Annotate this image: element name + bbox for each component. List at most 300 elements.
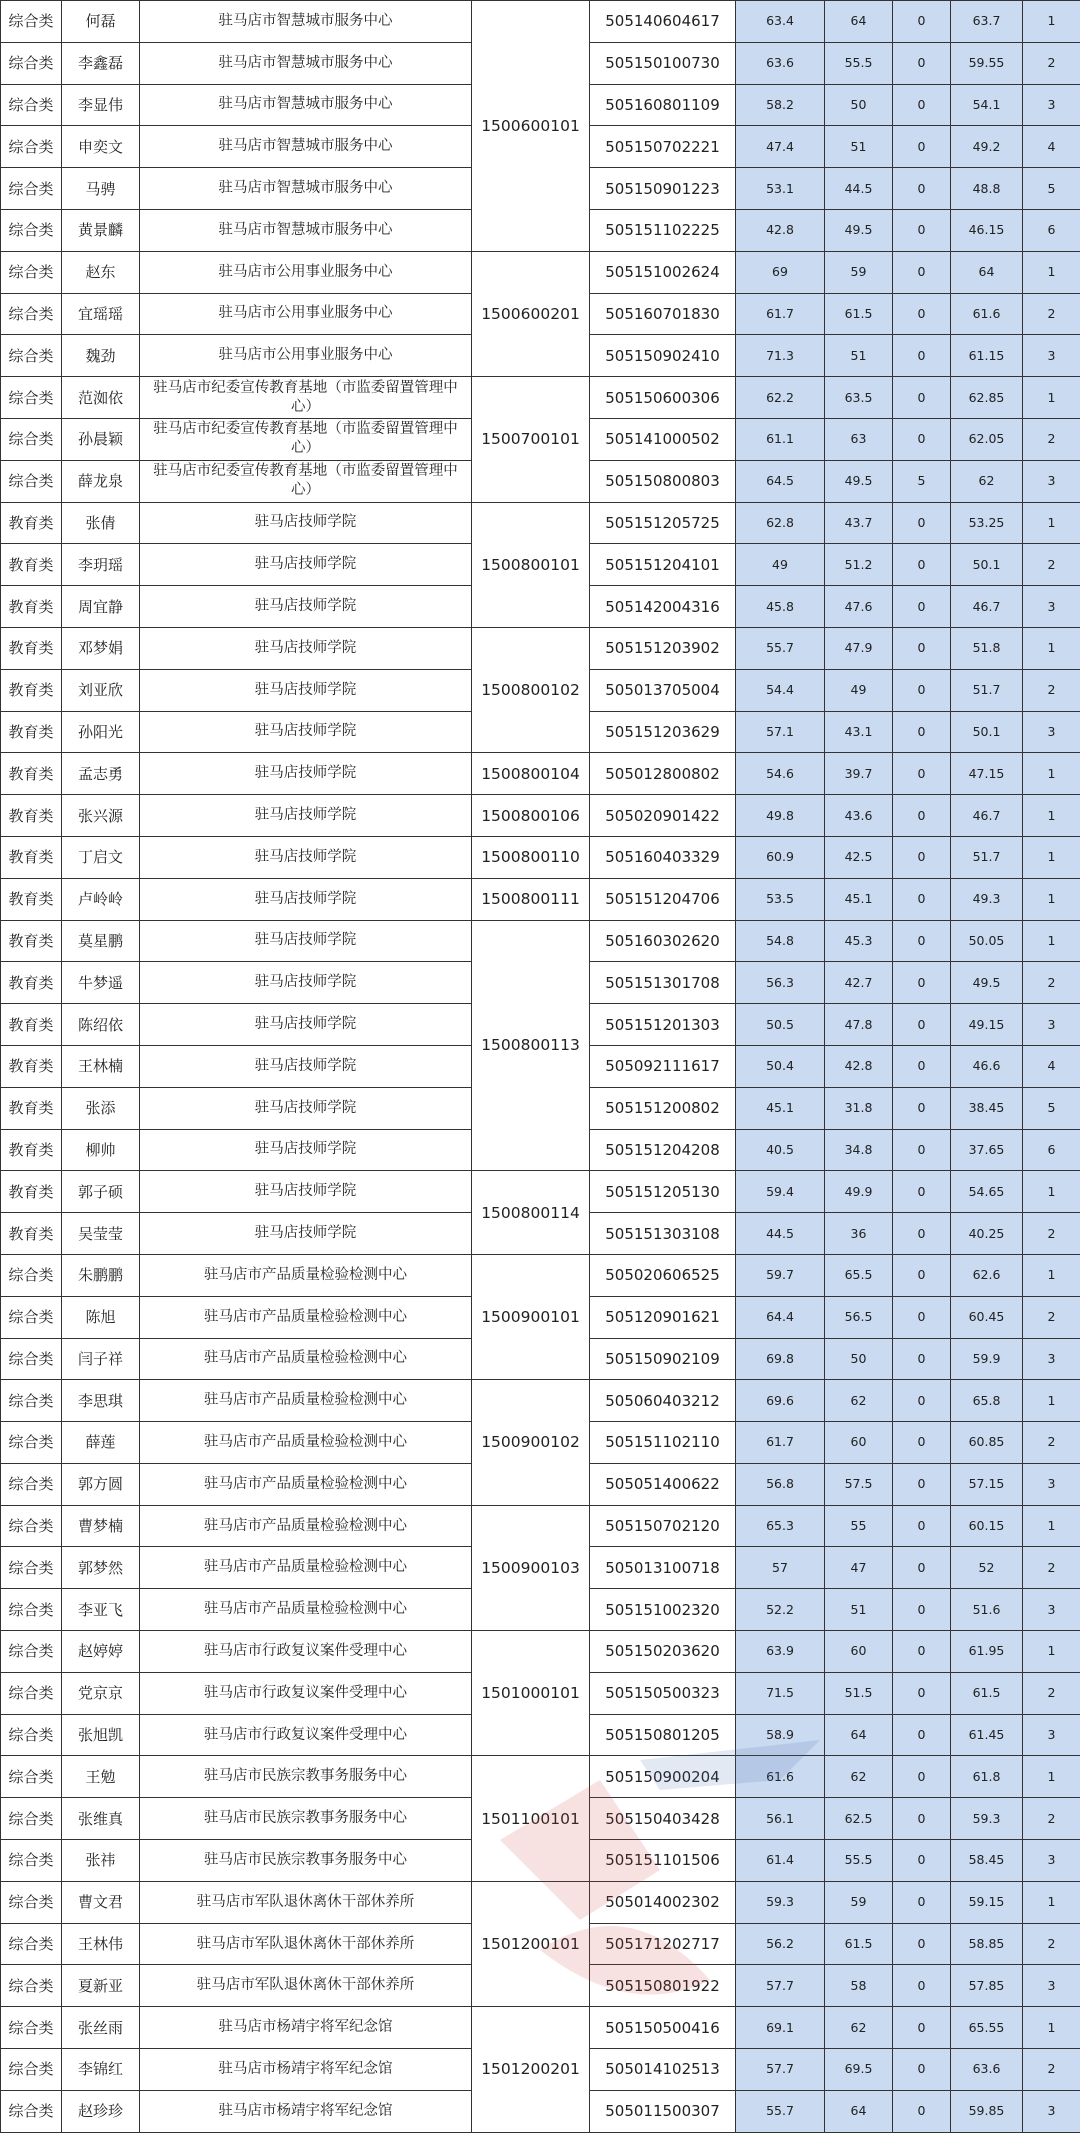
exam-number-cell: 505151102110 bbox=[590, 1422, 736, 1464]
exam-number-cell: 505020606525 bbox=[590, 1254, 736, 1296]
employer-cell: 驻马店市智慧城市服务中心 bbox=[140, 84, 472, 126]
category-cell: 综合类 bbox=[1, 418, 62, 460]
candidate-name-cell: 曹文君 bbox=[62, 1881, 140, 1923]
bonus-score-cell: 0 bbox=[893, 627, 951, 669]
rank-cell: 1 bbox=[1023, 1254, 1080, 1296]
written-score-1-cell: 61.4 bbox=[736, 1840, 825, 1882]
total-score-cell: 40.25 bbox=[951, 1213, 1023, 1255]
rank-cell: 1 bbox=[1023, 753, 1080, 795]
written-score-1-cell: 53.5 bbox=[736, 878, 825, 920]
exam-number-cell: 505012800802 bbox=[590, 753, 736, 795]
written-score-1-cell: 47.4 bbox=[736, 126, 825, 168]
candidate-name-cell: 曹梦楠 bbox=[62, 1505, 140, 1547]
category-cell: 综合类 bbox=[1, 126, 62, 168]
category-cell: 综合类 bbox=[1, 460, 62, 502]
category-cell: 综合类 bbox=[1, 168, 62, 210]
employer-cell: 驻马店市纪委宣传教育基地（市监委留置管理中心） bbox=[140, 377, 472, 419]
written-score-2-cell: 58 bbox=[825, 1965, 893, 2007]
written-score-1-cell: 56.1 bbox=[736, 1798, 825, 1840]
total-score-cell: 58.85 bbox=[951, 1923, 1023, 1965]
exam-number-cell: 505013100718 bbox=[590, 1547, 736, 1589]
written-score-2-cell: 43.6 bbox=[825, 795, 893, 837]
bonus-score-cell: 0 bbox=[893, 42, 951, 84]
candidate-name-cell: 柳帅 bbox=[62, 1129, 140, 1171]
exam-number-cell: 505140604617 bbox=[590, 1, 736, 43]
exam-number-cell: 505014002302 bbox=[590, 1881, 736, 1923]
employer-cell: 驻马店市杨靖宇将军纪念馆 bbox=[140, 2007, 472, 2049]
bonus-score-cell: 0 bbox=[893, 1631, 951, 1673]
bonus-score-cell: 0 bbox=[893, 84, 951, 126]
bonus-score-cell: 0 bbox=[893, 795, 951, 837]
total-score-cell: 62.05 bbox=[951, 418, 1023, 460]
total-score-cell: 59.3 bbox=[951, 1798, 1023, 1840]
written-score-2-cell: 55 bbox=[825, 1505, 893, 1547]
written-score-1-cell: 50.5 bbox=[736, 1004, 825, 1046]
written-score-1-cell: 57 bbox=[736, 1547, 825, 1589]
rank-cell: 2 bbox=[1023, 669, 1080, 711]
exam-number-cell: 505141000502 bbox=[590, 418, 736, 460]
rank-cell: 2 bbox=[1023, 1923, 1080, 1965]
candidate-name-cell: 张维真 bbox=[62, 1798, 140, 1840]
category-cell: 教育类 bbox=[1, 878, 62, 920]
total-score-cell: 37.65 bbox=[951, 1129, 1023, 1171]
total-score-cell: 48.8 bbox=[951, 168, 1023, 210]
total-score-cell: 58.45 bbox=[951, 1840, 1023, 1882]
employer-cell: 驻马店市智慧城市服务中心 bbox=[140, 42, 472, 84]
written-score-1-cell: 55.7 bbox=[736, 627, 825, 669]
written-score-2-cell: 64 bbox=[825, 1, 893, 43]
employer-cell: 驻马店技师学院 bbox=[140, 669, 472, 711]
written-score-2-cell: 61.5 bbox=[825, 1923, 893, 1965]
employer-cell: 驻马店技师学院 bbox=[140, 1171, 472, 1213]
written-score-2-cell: 51 bbox=[825, 126, 893, 168]
employer-cell: 驻马店市公用事业服务中心 bbox=[140, 293, 472, 335]
table-row bbox=[1, 1171, 1080, 1213]
rank-cell: 2 bbox=[1023, 2049, 1080, 2091]
category-cell: 综合类 bbox=[1, 1881, 62, 1923]
written-score-1-cell: 57.1 bbox=[736, 711, 825, 753]
candidate-name-cell: 何磊 bbox=[62, 1, 140, 43]
rank-cell: 2 bbox=[1023, 293, 1080, 335]
bonus-score-cell: 0 bbox=[893, 1338, 951, 1380]
written-score-2-cell: 64 bbox=[825, 2090, 893, 2132]
candidate-name-cell: 张旭凯 bbox=[62, 1714, 140, 1756]
written-score-2-cell: 51 bbox=[825, 335, 893, 377]
candidate-name-cell: 赵珍珍 bbox=[62, 2090, 140, 2132]
written-score-2-cell: 39.7 bbox=[825, 753, 893, 795]
candidate-name-cell: 周宜静 bbox=[62, 586, 140, 628]
candidate-name-cell: 李锦红 bbox=[62, 2049, 140, 2091]
candidate-name-cell: 申奕文 bbox=[62, 126, 140, 168]
written-score-1-cell: 60.9 bbox=[736, 836, 825, 878]
employer-cell: 驻马店市产品质量检验检测中心 bbox=[140, 1463, 472, 1505]
category-cell: 教育类 bbox=[1, 1213, 62, 1255]
exam-number-cell: 505150600306 bbox=[590, 377, 736, 419]
exam-number-cell: 505120901621 bbox=[590, 1296, 736, 1338]
total-score-cell: 46.7 bbox=[951, 795, 1023, 837]
rank-cell: 2 bbox=[1023, 418, 1080, 460]
employer-cell: 驻马店技师学院 bbox=[140, 711, 472, 753]
written-score-2-cell: 47.8 bbox=[825, 1004, 893, 1046]
exam-number-cell: 505151002320 bbox=[590, 1589, 736, 1631]
candidate-name-cell: 张倩 bbox=[62, 502, 140, 544]
category-cell: 综合类 bbox=[1, 1463, 62, 1505]
exam-number-cell: 505151102225 bbox=[590, 209, 736, 251]
employer-cell: 驻马店市产品质量检验检测中心 bbox=[140, 1380, 472, 1422]
position-code-cell: 1501100101 bbox=[472, 1756, 590, 1881]
candidate-name-cell: 宜瑶瑶 bbox=[62, 293, 140, 335]
candidate-name-cell: 张添 bbox=[62, 1087, 140, 1129]
table-row bbox=[1, 836, 1080, 878]
written-score-2-cell: 43.1 bbox=[825, 711, 893, 753]
total-score-cell: 46.15 bbox=[951, 209, 1023, 251]
category-cell: 教育类 bbox=[1, 962, 62, 1004]
bonus-score-cell: 0 bbox=[893, 753, 951, 795]
written-score-1-cell: 63.6 bbox=[736, 42, 825, 84]
total-score-cell: 46.6 bbox=[951, 1045, 1023, 1087]
exam-number-cell: 505014102513 bbox=[590, 2049, 736, 2091]
candidate-name-cell: 陈旭 bbox=[62, 1296, 140, 1338]
written-score-2-cell: 56.5 bbox=[825, 1296, 893, 1338]
category-cell: 综合类 bbox=[1, 42, 62, 84]
total-score-cell: 46.7 bbox=[951, 586, 1023, 628]
rank-cell: 1 bbox=[1023, 627, 1080, 669]
category-cell: 综合类 bbox=[1, 1380, 62, 1422]
written-score-1-cell: 55.7 bbox=[736, 2090, 825, 2132]
candidate-name-cell: 张丝雨 bbox=[62, 2007, 140, 2049]
exam-number-cell: 505150500323 bbox=[590, 1672, 736, 1714]
exam-number-cell: 505150900204 bbox=[590, 1756, 736, 1798]
position-code-cell: 1501200101 bbox=[472, 1881, 590, 2006]
category-cell: 教育类 bbox=[1, 586, 62, 628]
employer-cell: 驻马店市产品质量检验检测中心 bbox=[140, 1547, 472, 1589]
written-score-2-cell: 47 bbox=[825, 1547, 893, 1589]
written-score-2-cell: 43.7 bbox=[825, 502, 893, 544]
written-score-1-cell: 45.8 bbox=[736, 586, 825, 628]
candidate-name-cell: 卢岭岭 bbox=[62, 878, 140, 920]
rank-cell: 6 bbox=[1023, 1129, 1080, 1171]
written-score-2-cell: 62.5 bbox=[825, 1798, 893, 1840]
category-cell: 综合类 bbox=[1, 1296, 62, 1338]
rank-cell: 3 bbox=[1023, 586, 1080, 628]
employer-cell: 驻马店市军队退休离休干部休养所 bbox=[140, 1923, 472, 1965]
total-score-cell: 47.15 bbox=[951, 753, 1023, 795]
bonus-score-cell: 0 bbox=[893, 1087, 951, 1129]
rank-cell: 3 bbox=[1023, 1714, 1080, 1756]
written-score-1-cell: 58.2 bbox=[736, 84, 825, 126]
candidate-name-cell: 李显伟 bbox=[62, 84, 140, 126]
rank-cell: 3 bbox=[1023, 711, 1080, 753]
bonus-score-cell: 0 bbox=[893, 1129, 951, 1171]
category-cell: 综合类 bbox=[1, 2007, 62, 2049]
written-score-1-cell: 69.1 bbox=[736, 2007, 825, 2049]
written-score-2-cell: 42.7 bbox=[825, 962, 893, 1004]
written-score-1-cell: 71.3 bbox=[736, 335, 825, 377]
written-score-1-cell: 57.7 bbox=[736, 1965, 825, 2007]
total-score-cell: 57.15 bbox=[951, 1463, 1023, 1505]
rank-cell: 2 bbox=[1023, 962, 1080, 1004]
rank-cell: 1 bbox=[1023, 795, 1080, 837]
total-score-cell: 59.9 bbox=[951, 1338, 1023, 1380]
written-score-2-cell: 34.8 bbox=[825, 1129, 893, 1171]
bonus-score-cell: 0 bbox=[893, 1798, 951, 1840]
employer-cell: 驻马店市产品质量检验检测中心 bbox=[140, 1589, 472, 1631]
category-cell: 综合类 bbox=[1, 1, 62, 43]
total-score-cell: 65.8 bbox=[951, 1380, 1023, 1422]
total-score-cell: 60.15 bbox=[951, 1505, 1023, 1547]
employer-cell: 驻马店市产品质量检验检测中心 bbox=[140, 1338, 472, 1380]
bonus-score-cell: 0 bbox=[893, 920, 951, 962]
total-score-cell: 62 bbox=[951, 460, 1023, 502]
table-row bbox=[1, 627, 1080, 669]
candidate-name-cell: 刘亚欣 bbox=[62, 669, 140, 711]
exam-number-cell: 505150800803 bbox=[590, 460, 736, 502]
position-code-cell: 1500800110 bbox=[472, 836, 590, 878]
employer-cell: 驻马店技师学院 bbox=[140, 836, 472, 878]
table-row bbox=[1, 377, 1080, 419]
written-score-1-cell: 52.2 bbox=[736, 1589, 825, 1631]
employer-cell: 驻马店技师学院 bbox=[140, 1087, 472, 1129]
category-cell: 综合类 bbox=[1, 1422, 62, 1464]
written-score-1-cell: 61.7 bbox=[736, 293, 825, 335]
category-cell: 综合类 bbox=[1, 1798, 62, 1840]
bonus-score-cell: 0 bbox=[893, 1296, 951, 1338]
bonus-score-cell: 0 bbox=[893, 2049, 951, 2091]
candidate-name-cell: 范洳依 bbox=[62, 377, 140, 419]
written-score-1-cell: 62.8 bbox=[736, 502, 825, 544]
bonus-score-cell: 0 bbox=[893, 1045, 951, 1087]
exam-number-cell: 505060403212 bbox=[590, 1380, 736, 1422]
candidate-name-cell: 吴莹莹 bbox=[62, 1213, 140, 1255]
bonus-score-cell: 0 bbox=[893, 168, 951, 210]
category-cell: 教育类 bbox=[1, 627, 62, 669]
candidate-name-cell: 王林伟 bbox=[62, 1923, 140, 1965]
bonus-score-cell: 0 bbox=[893, 1965, 951, 2007]
written-score-2-cell: 63.5 bbox=[825, 377, 893, 419]
written-score-2-cell: 49 bbox=[825, 669, 893, 711]
exam-number-cell: 505151203629 bbox=[590, 711, 736, 753]
position-code-cell: 1500600201 bbox=[472, 251, 590, 376]
category-cell: 综合类 bbox=[1, 1589, 62, 1631]
written-score-2-cell: 42.5 bbox=[825, 836, 893, 878]
position-code-cell: 1500800101 bbox=[472, 502, 590, 627]
table-row bbox=[1, 1756, 1080, 1798]
written-score-2-cell: 31.8 bbox=[825, 1087, 893, 1129]
total-score-cell: 51.8 bbox=[951, 627, 1023, 669]
bonus-score-cell: 0 bbox=[893, 836, 951, 878]
written-score-1-cell: 53.1 bbox=[736, 168, 825, 210]
position-code-cell: 1500800114 bbox=[472, 1171, 590, 1255]
exam-number-cell: 505142004316 bbox=[590, 586, 736, 628]
total-score-cell: 59.55 bbox=[951, 42, 1023, 84]
written-score-2-cell: 60 bbox=[825, 1422, 893, 1464]
bonus-score-cell: 0 bbox=[893, 2090, 951, 2132]
candidate-name-cell: 闫子祥 bbox=[62, 1338, 140, 1380]
rank-cell: 5 bbox=[1023, 168, 1080, 210]
category-cell: 教育类 bbox=[1, 1087, 62, 1129]
employer-cell: 驻马店技师学院 bbox=[140, 920, 472, 962]
written-score-2-cell: 45.1 bbox=[825, 878, 893, 920]
written-score-2-cell: 51.2 bbox=[825, 544, 893, 586]
written-score-2-cell: 44.5 bbox=[825, 168, 893, 210]
bonus-score-cell: 0 bbox=[893, 251, 951, 293]
rank-cell: 1 bbox=[1023, 1631, 1080, 1673]
exam-number-cell: 505020901422 bbox=[590, 795, 736, 837]
employer-cell: 驻马店技师学院 bbox=[140, 1213, 472, 1255]
exam-number-cell: 505150902109 bbox=[590, 1338, 736, 1380]
employer-cell: 驻马店技师学院 bbox=[140, 586, 472, 628]
written-score-2-cell: 69.5 bbox=[825, 2049, 893, 2091]
employer-cell: 驻马店市产品质量检验检测中心 bbox=[140, 1254, 472, 1296]
rank-cell: 1 bbox=[1023, 1756, 1080, 1798]
rank-cell: 1 bbox=[1023, 878, 1080, 920]
candidate-name-cell: 薛龙泉 bbox=[62, 460, 140, 502]
exam-number-cell: 505150203620 bbox=[590, 1631, 736, 1673]
exam-number-cell: 505013705004 bbox=[590, 669, 736, 711]
exam-number-cell: 505150500416 bbox=[590, 2007, 736, 2049]
position-code-cell: 1500800106 bbox=[472, 795, 590, 837]
rank-cell: 3 bbox=[1023, 1589, 1080, 1631]
written-score-1-cell: 40.5 bbox=[736, 1129, 825, 1171]
exam-number-cell: 505092111617 bbox=[590, 1045, 736, 1087]
table-row bbox=[1, 251, 1080, 293]
written-score-1-cell: 49.8 bbox=[736, 795, 825, 837]
written-score-2-cell: 51.5 bbox=[825, 1672, 893, 1714]
written-score-1-cell: 69.8 bbox=[736, 1338, 825, 1380]
table-row bbox=[1, 1631, 1080, 1673]
bonus-score-cell: 0 bbox=[893, 1756, 951, 1798]
rank-cell: 3 bbox=[1023, 1463, 1080, 1505]
position-code-cell: 1500800102 bbox=[472, 627, 590, 752]
category-cell: 教育类 bbox=[1, 669, 62, 711]
candidate-name-cell: 黄景麟 bbox=[62, 209, 140, 251]
candidate-name-cell: 张兴源 bbox=[62, 795, 140, 837]
rank-cell: 2 bbox=[1023, 1547, 1080, 1589]
written-score-2-cell: 49.5 bbox=[825, 460, 893, 502]
total-score-cell: 61.8 bbox=[951, 1756, 1023, 1798]
bonus-score-cell: 0 bbox=[893, 878, 951, 920]
candidate-name-cell: 孙阳光 bbox=[62, 711, 140, 753]
bonus-score-cell: 0 bbox=[893, 126, 951, 168]
total-score-cell: 51.7 bbox=[951, 836, 1023, 878]
total-score-cell: 60.85 bbox=[951, 1422, 1023, 1464]
bonus-score-cell: 0 bbox=[893, 1714, 951, 1756]
table-row bbox=[1, 1380, 1080, 1422]
position-code-cell: 1500900103 bbox=[472, 1505, 590, 1630]
written-score-1-cell: 63.4 bbox=[736, 1, 825, 43]
written-score-2-cell: 59 bbox=[825, 1881, 893, 1923]
total-score-cell: 54.1 bbox=[951, 84, 1023, 126]
written-score-1-cell: 58.9 bbox=[736, 1714, 825, 1756]
rank-cell: 2 bbox=[1023, 42, 1080, 84]
employer-cell: 驻马店市公用事业服务中心 bbox=[140, 335, 472, 377]
exam-number-cell: 505151204208 bbox=[590, 1129, 736, 1171]
employer-cell: 驻马店市公用事业服务中心 bbox=[140, 251, 472, 293]
category-cell: 综合类 bbox=[1, 1338, 62, 1380]
total-score-cell: 50.05 bbox=[951, 920, 1023, 962]
rank-cell: 1 bbox=[1023, 1, 1080, 43]
category-cell: 综合类 bbox=[1, 2090, 62, 2132]
employer-cell: 驻马店技师学院 bbox=[140, 1004, 472, 1046]
written-score-2-cell: 61.5 bbox=[825, 293, 893, 335]
written-score-2-cell: 51 bbox=[825, 1589, 893, 1631]
total-score-cell: 59.15 bbox=[951, 1881, 1023, 1923]
candidate-name-cell: 丁启文 bbox=[62, 836, 140, 878]
category-cell: 综合类 bbox=[1, 293, 62, 335]
written-score-1-cell: 64.4 bbox=[736, 1296, 825, 1338]
total-score-cell: 60.45 bbox=[951, 1296, 1023, 1338]
written-score-1-cell: 54.4 bbox=[736, 669, 825, 711]
written-score-1-cell: 61.6 bbox=[736, 1756, 825, 1798]
position-code-cell: 1500900101 bbox=[472, 1254, 590, 1379]
exam-number-cell: 505150801205 bbox=[590, 1714, 736, 1756]
candidate-name-cell: 牛梦遥 bbox=[62, 962, 140, 1004]
total-score-cell: 49.5 bbox=[951, 962, 1023, 1004]
written-score-1-cell: 63.9 bbox=[736, 1631, 825, 1673]
position-code-cell: 1500900102 bbox=[472, 1380, 590, 1505]
position-code-cell: 1500700101 bbox=[472, 377, 590, 502]
written-score-1-cell: 49 bbox=[736, 544, 825, 586]
candidate-name-cell: 郭梦然 bbox=[62, 1547, 140, 1589]
rank-cell: 1 bbox=[1023, 1881, 1080, 1923]
rank-cell: 4 bbox=[1023, 126, 1080, 168]
written-score-1-cell: 71.5 bbox=[736, 1672, 825, 1714]
rank-cell: 5 bbox=[1023, 1087, 1080, 1129]
written-score-1-cell: 62.2 bbox=[736, 377, 825, 419]
written-score-2-cell: 64 bbox=[825, 1714, 893, 1756]
total-score-cell: 52 bbox=[951, 1547, 1023, 1589]
employer-cell: 驻马店技师学院 bbox=[140, 878, 472, 920]
table-row bbox=[1, 1254, 1080, 1296]
employer-cell: 驻马店市民族宗教事务服务中心 bbox=[140, 1840, 472, 1882]
category-cell: 综合类 bbox=[1, 1505, 62, 1547]
category-cell: 综合类 bbox=[1, 84, 62, 126]
written-score-1-cell: 61.1 bbox=[736, 418, 825, 460]
total-score-cell: 38.45 bbox=[951, 1087, 1023, 1129]
bonus-score-cell: 0 bbox=[893, 1547, 951, 1589]
bonus-score-cell: 0 bbox=[893, 293, 951, 335]
results-table-body bbox=[1, 1, 1080, 2133]
written-score-1-cell: 44.5 bbox=[736, 1213, 825, 1255]
bonus-score-cell: 0 bbox=[893, 1004, 951, 1046]
employer-cell: 驻马店技师学院 bbox=[140, 962, 472, 1004]
candidate-name-cell: 朱鹏鹏 bbox=[62, 1254, 140, 1296]
total-score-cell: 53.25 bbox=[951, 502, 1023, 544]
exam-number-cell: 505160403329 bbox=[590, 836, 736, 878]
rank-cell: 3 bbox=[1023, 460, 1080, 502]
total-score-cell: 59.85 bbox=[951, 2090, 1023, 2132]
candidate-name-cell: 夏新亚 bbox=[62, 1965, 140, 2007]
employer-cell: 驻马店市军队退休离休干部休养所 bbox=[140, 1881, 472, 1923]
bonus-score-cell: 0 bbox=[893, 502, 951, 544]
rank-cell: 4 bbox=[1023, 1045, 1080, 1087]
written-score-1-cell: 56.3 bbox=[736, 962, 825, 1004]
written-score-2-cell: 60 bbox=[825, 1631, 893, 1673]
category-cell: 教育类 bbox=[1, 1171, 62, 1213]
category-cell: 综合类 bbox=[1, 377, 62, 419]
total-score-cell: 61.5 bbox=[951, 1672, 1023, 1714]
employer-cell: 驻马店技师学院 bbox=[140, 627, 472, 669]
category-cell: 综合类 bbox=[1, 1254, 62, 1296]
exam-number-cell: 505150100730 bbox=[590, 42, 736, 84]
position-code-cell: 1500800104 bbox=[472, 753, 590, 795]
category-cell: 教育类 bbox=[1, 836, 62, 878]
category-cell: 综合类 bbox=[1, 251, 62, 293]
category-cell: 教育类 bbox=[1, 1129, 62, 1171]
written-score-1-cell: 59.7 bbox=[736, 1254, 825, 1296]
employer-cell: 驻马店市纪委宣传教育基地（市监委留置管理中心） bbox=[140, 418, 472, 460]
bonus-score-cell: 5 bbox=[893, 460, 951, 502]
